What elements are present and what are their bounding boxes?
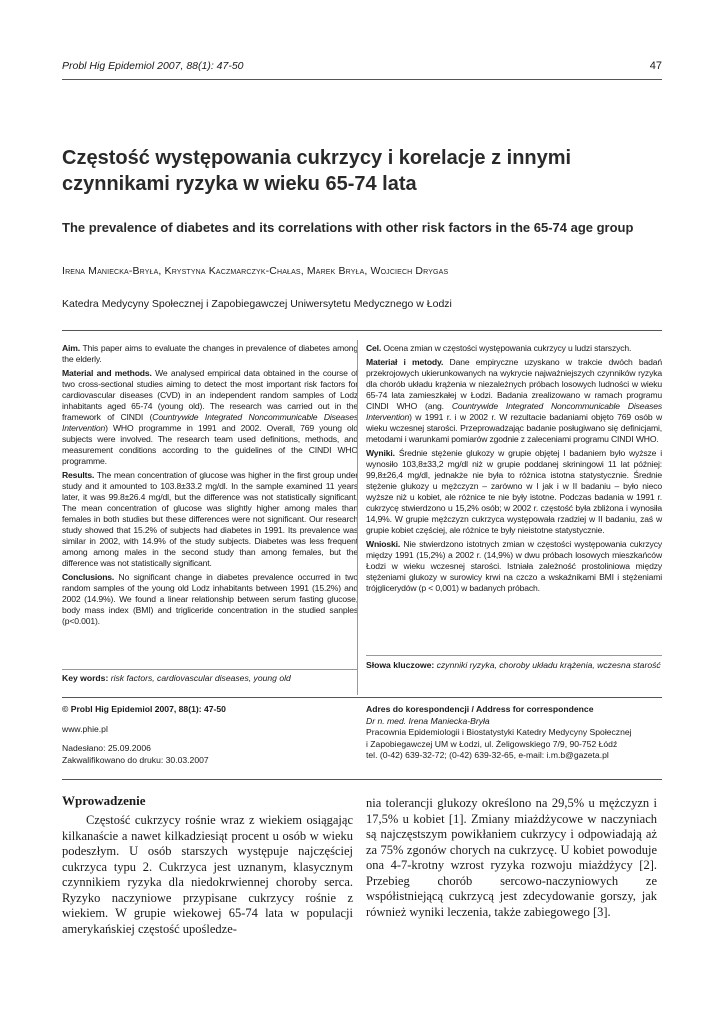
abstract-polish	[366, 343, 662, 597]
section-text: We analysed empirical data obtained in the course of two cross-sectional studies aiming to detect the most important risk factors for cardiovascular diseases (CVD) in an independent random samples of Lodz inhabitants aged 65-74 (young old). The research was carried out in the framework of CINDI (	[62, 368, 358, 422]
keywords-text: czynniki ryzyka, choroby układu krążenia, wczesna starość	[436, 660, 661, 670]
abstract-en-results	[62, 470, 358, 569]
body-paragraph: Częstość cukrzycy rośnie wraz z wiekiem osiągając kilkanaście a nawet kilkadziesiąt procent u osób w wieku podeszłym. U osób starszych występuje najczęściej cukrzyca typu 2. Cukrzyca jest uznanym, klasycznym czynnikiem ryzyka dla niedokrwiennej choroby serca. Ryzyko naczyniowe przypisane cukrzycy rośnie z wiekiem. W grupie wiekowej 65-74 lata w populacji amerykańskiej częstość upośledze-	[62, 813, 353, 936]
section-text: ) w 1991 r. i w 2002 r. W rezultacie badaniami objęto 769 osób w wieku wczesnej starości. Przeprowadzając badanie posługiwano się definicjami, metodami i warunkami pomiarów zgodnie z zaleceniami programu CINDI WHO.	[366, 412, 662, 444]
column-divider	[357, 340, 358, 695]
section-text: Ocena zmian w częstości występowania cukrzycy u ludzi starszych.	[383, 343, 632, 353]
publication-info	[62, 704, 352, 766]
section-text-italic: Countrywide Integrated Noncommunicable Diseases Intervention	[366, 401, 662, 422]
keywords-label: Key words:	[62, 673, 109, 683]
copyright: © Probl Hig Epidemiol 2007, 88(1): 47-50	[62, 704, 226, 714]
keywords-text: risk factors, cardiovascular diseases, young old	[110, 673, 291, 683]
correspondence-line: Pracownia Epidemiologii i Biostatystyki Katedry Medycyny Społecznej	[366, 727, 632, 737]
page-number: 47	[649, 60, 662, 72]
correspondence	[366, 704, 662, 762]
section-label: Wnioski.	[366, 539, 401, 549]
section-label: Results.	[62, 470, 95, 480]
abstract-en-methods	[62, 368, 358, 467]
journal-reference: Probl Hig Epidemiol 2007, 88(1): 47-50	[62, 60, 244, 72]
abstract-english	[62, 343, 358, 630]
section-text-italic: Countrywide Integrated Noncommunicable Diseases Intervention	[62, 412, 358, 433]
correspondence-name: Dr n. med. Irena Maniecka-Bryła	[366, 715, 490, 726]
section-label: Aim.	[62, 343, 81, 353]
keywords-label: Słowa kluczowe:	[366, 660, 435, 670]
correspondence-contact: tel. (0-42) 639-32-72; (0-42) 639-32-65, e-mail: i.m.b@gazeta.pl	[366, 750, 609, 760]
section-text: Nie stwierdzono istotnych zmian w częstości występowania cukrzycy między 1991 (15,2%) a 2002 r. (14,9%) w dwu próbach losowych mieszkańców Łodzi w wieku wczesnej starości. Istniała zależność prostoliniowa między stężeniami glukozy w surowicy krwi na czczo a wskaźnikami BMI i stężeniami trójglicerydów (p < 0,001) w badanych próbach.	[366, 539, 663, 593]
section-label: Wyniki.	[366, 448, 395, 458]
section-label: Materiał i metody.	[366, 357, 444, 367]
section-heading-introduction: Wprowadzenie	[62, 793, 146, 808]
abstract-pl-conclusions	[366, 539, 662, 594]
keywords-rule-en	[62, 669, 358, 670]
abstract-en-aim	[62, 343, 358, 365]
body-paragraph: nia tolerancji glukozy określono na 29,5% u mężczyzn i 17,5% u kobiet [1]. Zmiany miażdżycowe w naczyniach są najczęstszym powikłaniem cukrzycy i odpowiadają aż za 75% zgonów chorych na cukrzycę. U kobiet powoduje ona 4-7-krotny wzrost ryzyka rozwoju miażdżycy [2]. Przebieg chorób sercowo-naczyniowych ze współistniejącą cukrzycą jest zdecydowanie gorszy, jak również wyniki leczenia, także zabiegowego [3].	[366, 796, 657, 919]
abstract-pl-methods	[366, 357, 662, 445]
abstract-pl-aim	[366, 343, 662, 354]
section-label: Cel.	[366, 343, 382, 353]
body-column-left	[62, 813, 353, 937]
correspondence-line: i Zapobiegawczej UM w Łodzi, ul. Żeligowskiego 7/9, 90-752 Łódź	[366, 738, 618, 749]
accepted-date: Zakwalifikowano do druku: 30.03.2007	[62, 754, 209, 765]
received-date: Nadesłano: 25.09.2006	[62, 743, 151, 753]
section-text: No significant change in diabetes prevalence occurred in two random samples of the young old Lodz inhabitants between 1991 (15.2%) and 2002 (14.9%). We found a linear relationship between serum fasting glucose, body mass index (BMI) and trigliceride concentration in the studied sanples (p<0.001).	[62, 572, 358, 626]
body-column-right	[366, 796, 657, 920]
correspondence-heading: Adres do korespondencji / Address for correspondence	[366, 704, 594, 714]
section-text: Dane empiryczne uzyskano w trakcie dwóch badań przekrojowych ukierunkowanych na wykrycie najważniejszych czynników ryzyka dla chorób układu krążenia w niezależnych próbach losowych ludności w wieku 65-74 lata zamieszkałej w Łodzi. Badania zrealizowano w ramach programu CINDI WHO (ang.	[366, 357, 662, 411]
header-rule	[62, 79, 662, 80]
abstract-pl-results	[366, 448, 662, 536]
website-link[interactable]: www.phie.pl	[62, 723, 108, 734]
abstract-rule-bottom	[62, 697, 662, 698]
title-english: The prevalence of diabetes and its correlations with other risk factors in the 65-74 age group	[62, 220, 634, 235]
abstract-en-conclusions	[62, 572, 358, 627]
keywords-polish	[366, 660, 662, 671]
section-label: Material and methods.	[62, 368, 152, 378]
section-label: Conclusions.	[62, 572, 115, 582]
keywords-english	[62, 673, 358, 684]
affiliation: Katedra Medycyny Społecznej i Zapobiegawczej Uniwersytetu Medycznego w Łodzi	[62, 298, 452, 310]
section-text: This paper aims to evaluate the changes in prevalence of diabetes among the elderly.	[62, 343, 358, 364]
pubinfo-rule-bottom	[62, 779, 662, 780]
section-text: Średnie stężenie glukozy w grupie objętej I badaniem było wyższe i wynosiło 103,8±33,2 mg/dl niż w grupie poddanej skriningowi 11 lat później: 99,8±26,4 mg/dl, jednakże nie była to różnica istotna statystycznie. Średnie stężenie glukozy u mężczyzn – zarówno w I jak i w II badaniu – było nieco wyższe niż u kobiet, ale różnice te nie były istotne. Podczas badania w 1991 r. cukrzycę stwierdzono u 15,2% osób; w 2002 r. częstość była zbliżona i wynosiła 14,9%. W grupie mężczyzn cukrzyca występowała rzadziej w II badaniu, zaś w grupie kobiet częściej, ale różnice te były nieistotne statystycznie.	[366, 448, 662, 535]
section-text: The mean concentration of glucose was higher in the first group under study and it amounted to 103.8±33.2 mg/dl. In the sample examined 11 years later, it was 99.8±26.4 mg/dl, but the difference was not statistically significant. The mean concentration of glucose was slightly higher among males than females in both studies but these differences were not significant. Our research study showed that 15.2% of subjects had diabetes in 1991. Its prevalence was similar in 2002, with 14.9% of the study subjects. Diabetes was less frequent among among males in the second study than among females, but the difference was not statistically significant.	[62, 470, 358, 568]
section-text: ) WHO programme in 1991 and 2002. Overall, 769 young old subjects were involved. The research team used definitions, methods, and measurement conditions according to the guidelines of the CINDI WHO programme.	[62, 423, 358, 466]
authors: Irena Maniecka-Bryła, Krystyna Kaczmarczyk-Chałas, Marek Bryła, Wojciech Drygas	[62, 265, 449, 277]
abstract-rule-top	[62, 330, 662, 331]
title-polish: Częstość występowania cukrzycy i korelacje z innymi czynnikami ryzyka w wieku 65-74 lata	[62, 147, 572, 195]
keywords-rule-pl	[366, 655, 662, 656]
